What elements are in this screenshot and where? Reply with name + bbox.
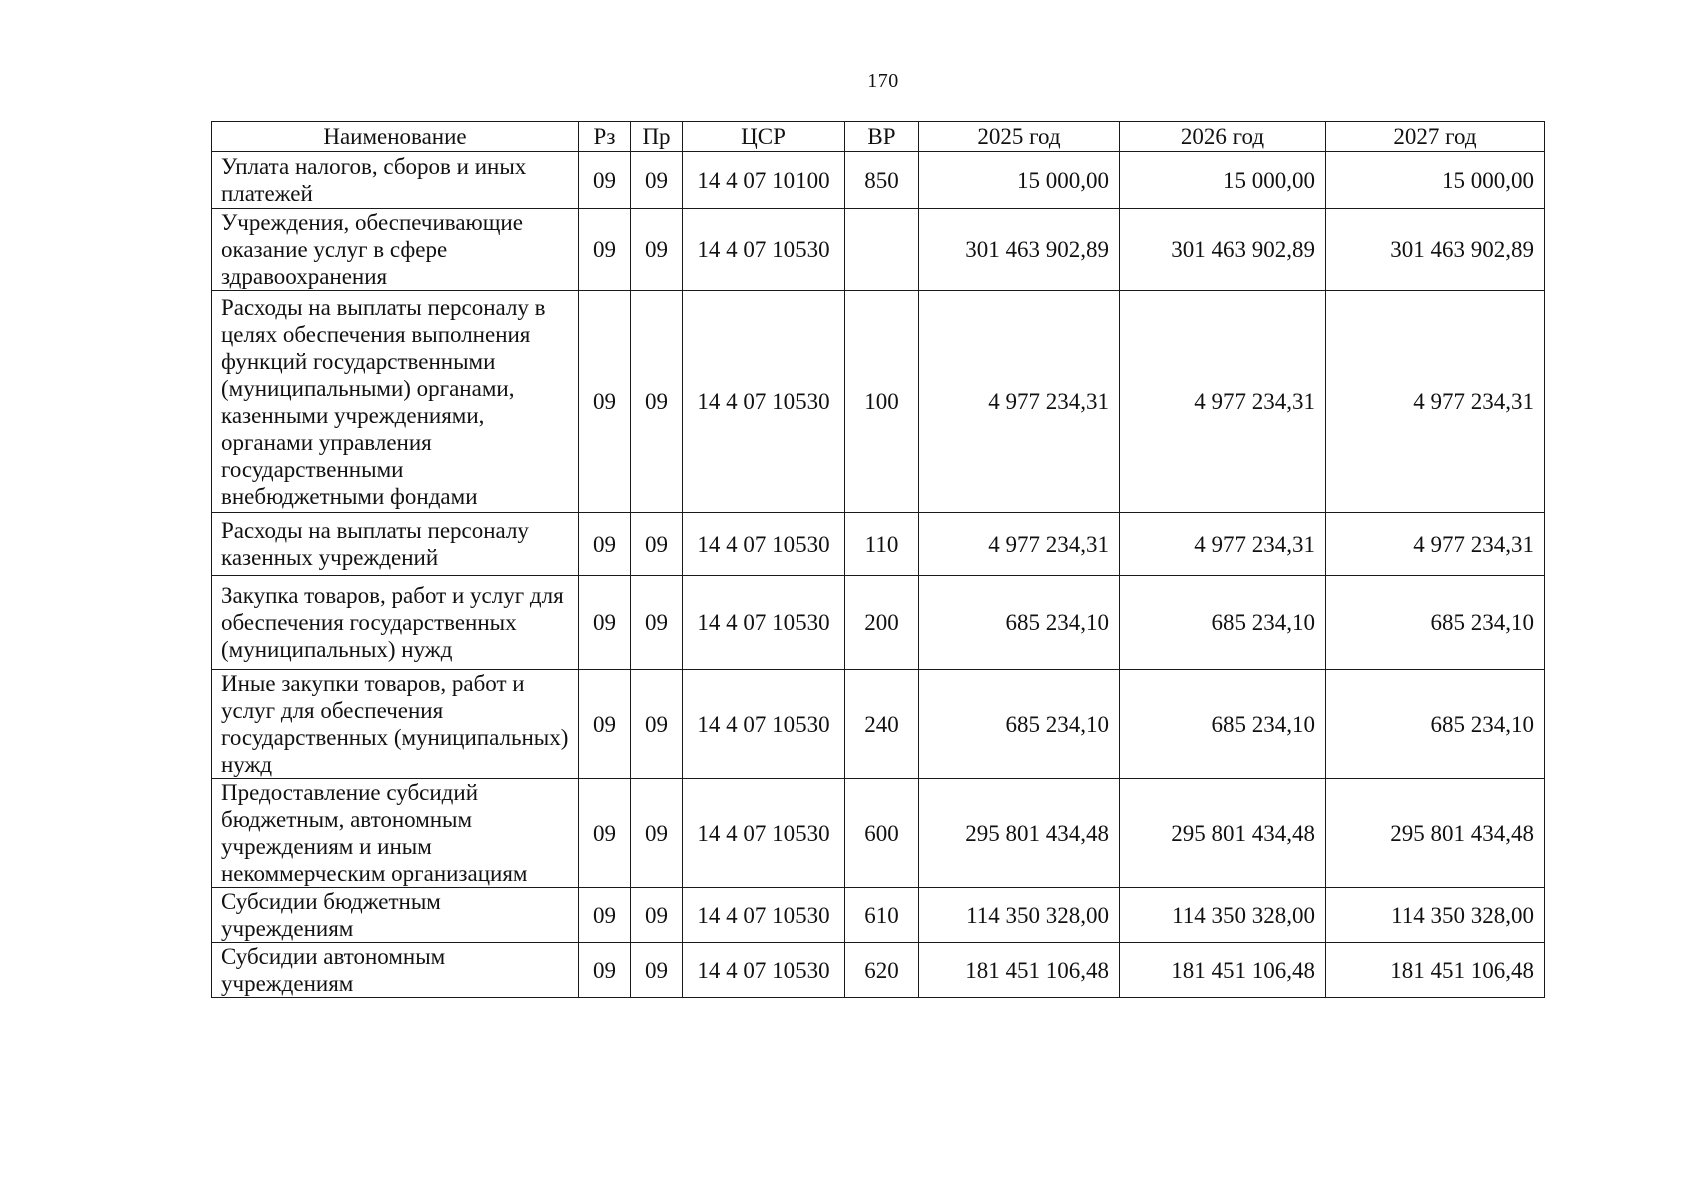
row-amount-2026: 114 350 328,00: [1120, 888, 1326, 943]
row-name: Закупка товаров, работ и услуг для обеспечения государственных (муниципальных) нужд: [212, 576, 579, 670]
row-csr: 14 4 07 10530: [683, 779, 845, 888]
row-amount-2027: 685 234,10: [1326, 576, 1545, 670]
row-csr: 14 4 07 10530: [683, 943, 845, 998]
table-row: [212, 152, 1545, 209]
row-vr: 200: [845, 576, 919, 670]
table-row: [212, 670, 1545, 779]
row-name: Субсидии автономным учреждениям: [212, 943, 579, 998]
row-vr: [845, 209, 919, 291]
row-name: Расходы на выплаты персоналу казенных учреждений: [212, 513, 579, 576]
row-pr: 09: [631, 291, 683, 513]
header-2026: 2026 год: [1120, 122, 1326, 152]
row-name: Расходы на выплаты персоналу в целях обеспечения выполнения функций государственными (муниципальными) органами, казенными учреждениями, органами управления государственными внебюджетными фондами: [212, 291, 579, 513]
row-csr: 14 4 07 10530: [683, 291, 845, 513]
row-amount-2025: 4 977 234,31: [919, 513, 1120, 576]
budget-table: [211, 121, 1545, 998]
row-name: Иные закупки товаров, работ и услуг для обеспечения государственных (муниципальных) нужд: [212, 670, 579, 779]
header-pr: Пр: [631, 122, 683, 152]
table-row: [212, 888, 1545, 943]
row-name: Предоставление субсидий бюджетным, автономным учреждениям и иным некоммерческим организациям: [212, 779, 579, 888]
row-amount-2026: 295 801 434,48: [1120, 779, 1326, 888]
row-rz: 09: [579, 888, 631, 943]
row-amount-2027: 4 977 234,31: [1326, 291, 1545, 513]
row-vr: 240: [845, 670, 919, 779]
row-rz: 09: [579, 779, 631, 888]
row-rz: 09: [579, 943, 631, 998]
row-amount-2025: 15 000,00: [919, 152, 1120, 209]
row-amount-2026: 15 000,00: [1120, 152, 1326, 209]
row-rz: 09: [579, 291, 631, 513]
table-row: [212, 513, 1545, 576]
row-csr: 14 4 07 10100: [683, 152, 845, 209]
row-rz: 09: [579, 513, 631, 576]
row-vr: 620: [845, 943, 919, 998]
row-pr: 09: [631, 779, 683, 888]
row-amount-2027: 295 801 434,48: [1326, 779, 1545, 888]
table-row: [212, 779, 1545, 888]
header-2025: 2025 год: [919, 122, 1120, 152]
row-vr: 850: [845, 152, 919, 209]
row-name: Учреждения, обеспечивающие оказание услуг в сфере здравоохранения: [212, 209, 579, 291]
row-csr: 14 4 07 10530: [683, 888, 845, 943]
row-amount-2026: 4 977 234,31: [1120, 513, 1326, 576]
row-pr: 09: [631, 576, 683, 670]
row-amount-2026: 685 234,10: [1120, 576, 1326, 670]
row-amount-2027: 181 451 106,48: [1326, 943, 1545, 998]
row-pr: 09: [631, 152, 683, 209]
row-amount-2025: 4 977 234,31: [919, 291, 1120, 513]
row-name: Уплата налогов, сборов и иных платежей: [212, 152, 579, 209]
row-amount-2025: 685 234,10: [919, 670, 1120, 779]
row-amount-2026: 4 977 234,31: [1120, 291, 1326, 513]
row-amount-2026: 685 234,10: [1120, 670, 1326, 779]
header-csr: ЦСР: [683, 122, 845, 152]
row-amount-2027: 301 463 902,89: [1326, 209, 1545, 291]
row-pr: 09: [631, 888, 683, 943]
row-amount-2027: 685 234,10: [1326, 670, 1545, 779]
page-number: 170: [867, 70, 899, 92]
table-header-row: [212, 122, 1545, 152]
row-amount-2025: 685 234,10: [919, 576, 1120, 670]
table-row: [212, 291, 1545, 513]
row-rz: 09: [579, 209, 631, 291]
row-rz: 09: [579, 670, 631, 779]
row-amount-2025: 301 463 902,89: [919, 209, 1120, 291]
row-vr: 610: [845, 888, 919, 943]
row-pr: 09: [631, 209, 683, 291]
header-rz: Рз: [579, 122, 631, 152]
row-rz: 09: [579, 576, 631, 670]
header-2027: 2027 год: [1326, 122, 1545, 152]
row-name: Субсидии бюджетным учреждениям: [212, 888, 579, 943]
header-vr: ВР: [845, 122, 919, 152]
row-pr: 09: [631, 943, 683, 998]
row-csr: 14 4 07 10530: [683, 209, 845, 291]
row-rz: 09: [579, 152, 631, 209]
row-amount-2025: 181 451 106,48: [919, 943, 1120, 998]
row-pr: 09: [631, 670, 683, 779]
row-csr: 14 4 07 10530: [683, 576, 845, 670]
row-amount-2025: 114 350 328,00: [919, 888, 1120, 943]
row-vr: 100: [845, 291, 919, 513]
row-amount-2027: 114 350 328,00: [1326, 888, 1545, 943]
header-name: Наименование: [212, 122, 579, 152]
row-amount-2026: 181 451 106,48: [1120, 943, 1326, 998]
table-row: [212, 209, 1545, 291]
row-vr: 110: [845, 513, 919, 576]
row-csr: 14 4 07 10530: [683, 670, 845, 779]
table-row: [212, 943, 1545, 998]
table-row: [212, 576, 1545, 670]
row-vr: 600: [845, 779, 919, 888]
row-amount-2025: 295 801 434,48: [919, 779, 1120, 888]
row-pr: 09: [631, 513, 683, 576]
row-csr: 14 4 07 10530: [683, 513, 845, 576]
row-amount-2027: 4 977 234,31: [1326, 513, 1545, 576]
row-amount-2026: 301 463 902,89: [1120, 209, 1326, 291]
row-amount-2027: 15 000,00: [1326, 152, 1545, 209]
